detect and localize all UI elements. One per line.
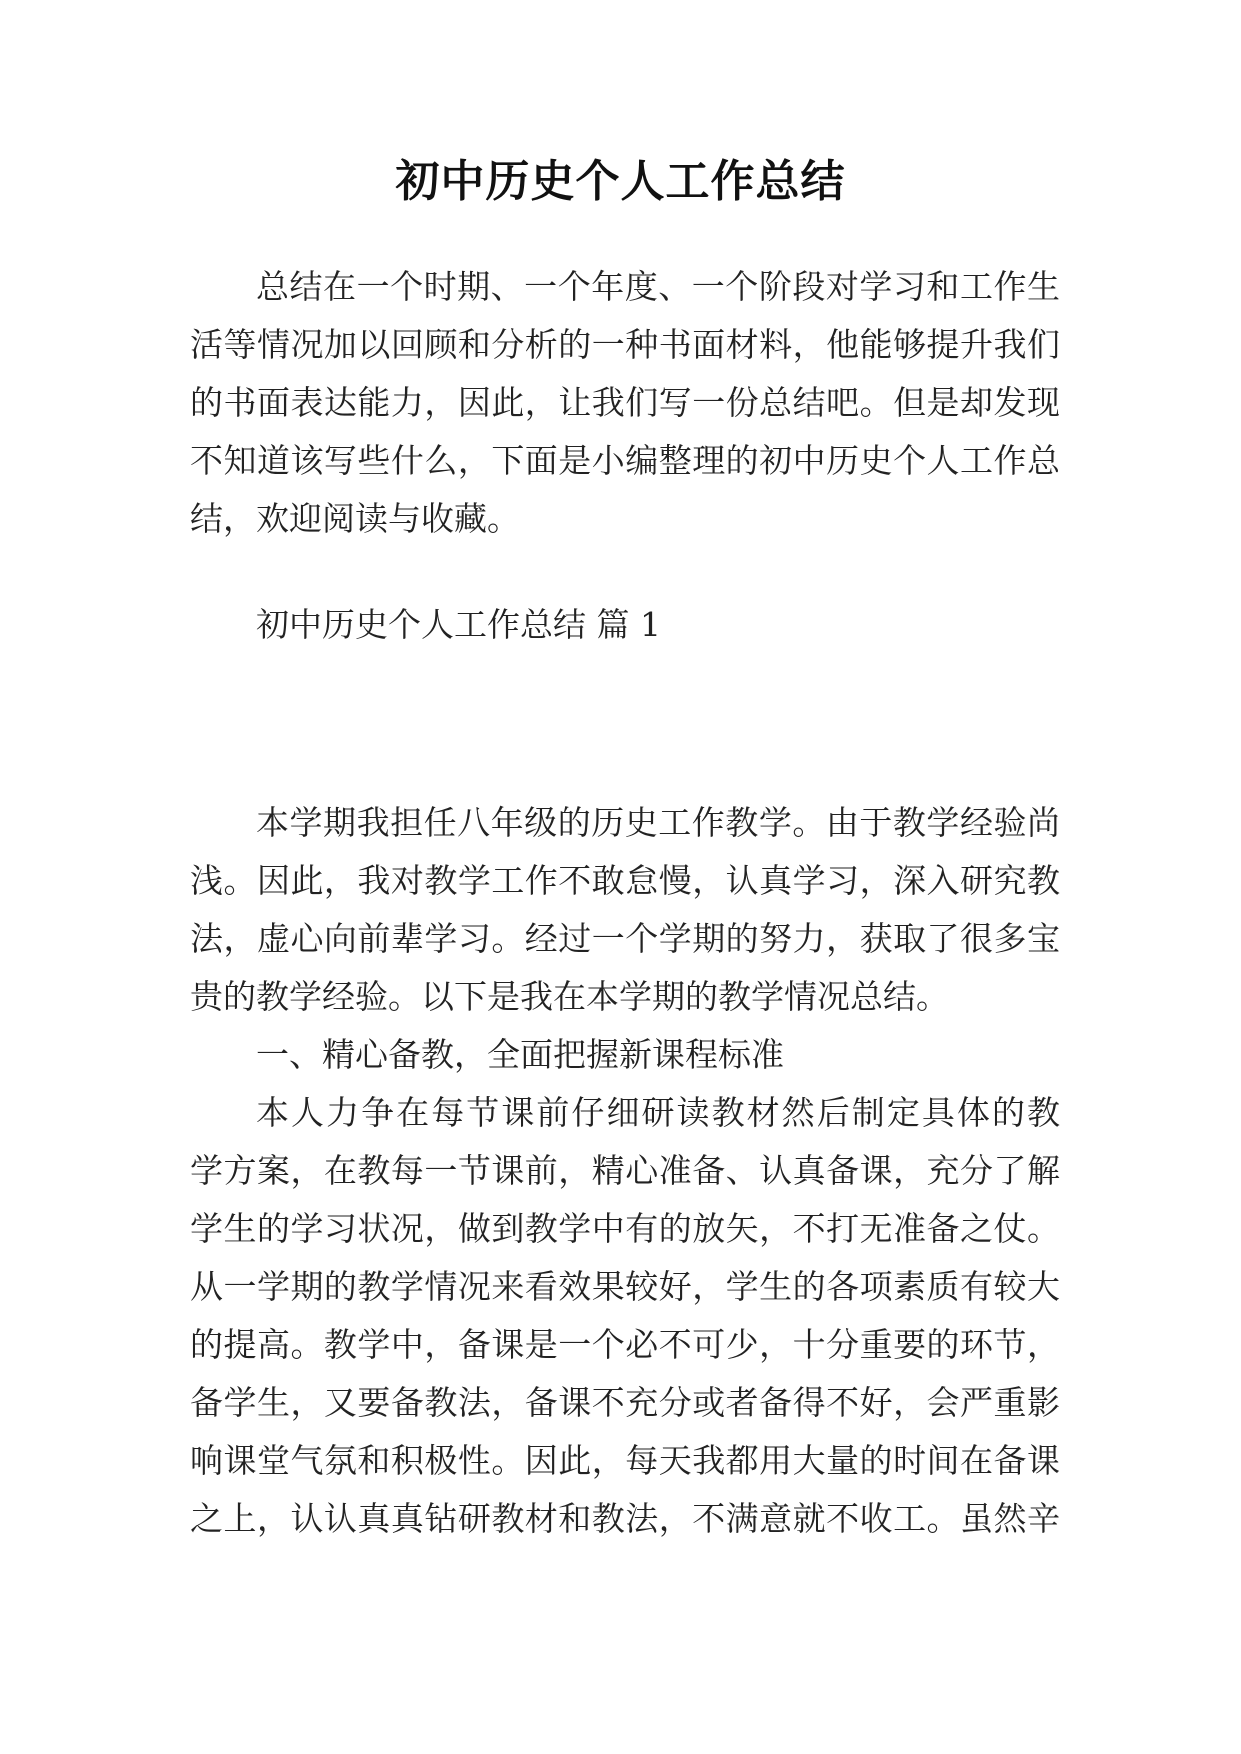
text-line: 活等情况加以回顾和分析的一种书面材料，他能够提升我们 [190, 325, 1060, 364]
text-line: 学方案，在教每一节课前，精心准备、认真备课，充分了解 [190, 1151, 1060, 1190]
text-line: 贵的教学经验。以下是我在本学期的教学情况总结。 [190, 977, 949, 1016]
text-line: 从一学期的教学情况来看效果较好，学生的各项素质有较大 [190, 1267, 1060, 1306]
text-line: 总结在一个时期、一个年度、一个阶段对学习和工作生 [256, 267, 1060, 306]
text-line: 之上，认认真真钻研教材和教法，不满意就不收工。虽然辛 [190, 1499, 1060, 1538]
text-line: 本学期我担任八年级的历史工作教学。由于教学经验尚 [256, 803, 1060, 842]
text-line: 本人力争在每节课前仔细研读教材然后制定具体的教 [256, 1093, 1060, 1132]
text-line: 结，欢迎阅读与收藏。 [190, 499, 520, 538]
document-title: 初中历史个人工作总结 [395, 156, 846, 207]
text-line: 法，虚心向前辈学习。经过一个学期的努力，获取了很多宝 [190, 919, 1060, 958]
text-line: 响课堂气氛和积极性。因此，每天我都用大量的时间在备课 [190, 1441, 1060, 1480]
text-line: 备学生，又要备教法，备课不充分或者备得不好，会严重影 [190, 1383, 1060, 1422]
text-line: 学生的学习状况，做到教学中有的放矢，不打无准备之仗。 [190, 1209, 1060, 1248]
subsection-heading: 一、精心备教，全面把握新课程标准 [256, 1035, 784, 1074]
text-line: 浅。因此，我对教学工作不敢怠慢，认真学习，深入研究教 [190, 861, 1060, 900]
text-line: 的书面表达能力，因此，让我们写一份总结吧。但是却发现 [190, 383, 1060, 422]
section-heading: 初中历史个人工作总结 篇 1 [256, 605, 661, 644]
text-line: 不知道该写些什么，下面是小编整理的初中历史个人工作总 [190, 441, 1060, 480]
text-line: 的提高。教学中，备课是一个必不可少，十分重要的环节， [190, 1325, 1060, 1364]
